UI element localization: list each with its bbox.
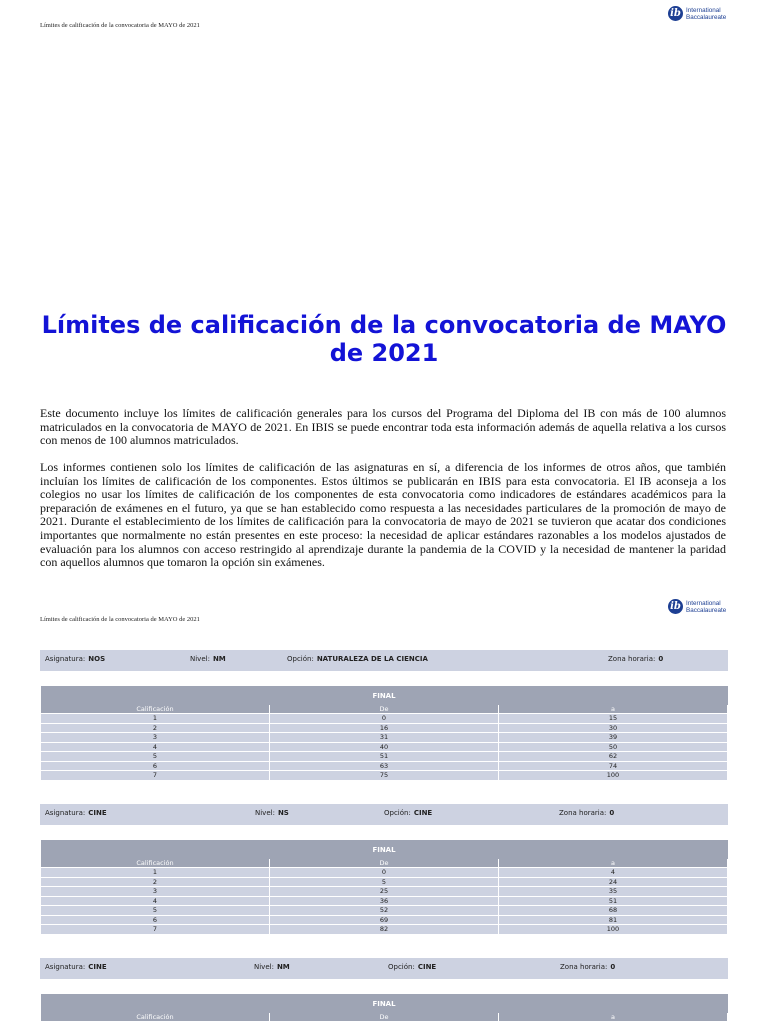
table-row <box>41 742 728 752</box>
option-value: CINE <box>413 809 433 817</box>
grade-cell: 5 <box>41 752 270 762</box>
from-cell: 16 <box>270 723 499 733</box>
from-cell: 25 <box>270 887 499 897</box>
from-column-header: De <box>270 1013 499 1022</box>
to-column-header: a <box>499 705 728 714</box>
final-header: FINAL <box>41 840 728 859</box>
ib-logo <box>668 6 726 21</box>
subject-value: CINE <box>88 963 107 971</box>
option-value: CINE <box>417 963 437 971</box>
to-column-header: a <box>499 1013 728 1022</box>
to-cell: 62 <box>499 752 728 762</box>
subject-info-bar <box>40 958 728 979</box>
grade-cell: 6 <box>41 915 270 925</box>
timezone-value: 0 <box>609 809 615 817</box>
grade-cell: 3 <box>41 887 270 897</box>
table-row <box>41 752 728 762</box>
grade-boundaries-table <box>40 840 728 935</box>
subject-value: NOS <box>88 655 106 663</box>
page-header-text: Límites de calificación de la convocatoria de MAYO de 2021 <box>40 616 200 623</box>
table-row <box>41 925 728 935</box>
timezone-label: Zona horaria: <box>608 655 656 663</box>
ib-logo-icon: ib <box>668 599 683 614</box>
from-cell: 82 <box>270 925 499 935</box>
logo-line-2: Baccalaureate <box>686 13 727 21</box>
intro-paragraph: Este documento incluye los límites de calificación generales para los cursos del Programa del Diploma del IB con más de 100 alumnos matriculados en la convocatoria de MAYO de 2021. En IBIS se puede encontrar toda esta información además de aquella relativa a los cursos con menos de 100 alumnos matriculados. <box>40 406 726 448</box>
grade-cell: 1 <box>41 868 270 878</box>
grade-cell: 6 <box>41 761 270 771</box>
logo-line-1: International <box>686 599 721 607</box>
logo-line-1: International <box>686 6 721 14</box>
table-row <box>41 887 728 897</box>
level-value: NM <box>276 963 290 971</box>
grade-cell: 7 <box>41 771 270 781</box>
grade-cell: 3 <box>41 733 270 743</box>
from-cell: 0 <box>270 868 499 878</box>
option-label: Opción: <box>287 655 314 663</box>
grade-cell: 2 <box>41 877 270 887</box>
from-column-header: De <box>270 859 499 868</box>
level-value: NM <box>212 655 226 663</box>
timezone-label: Zona horaria: <box>559 809 607 817</box>
table-row <box>41 906 728 916</box>
table-row <box>41 877 728 887</box>
final-header: FINAL <box>41 686 728 705</box>
from-cell: 0 <box>270 714 499 724</box>
subject-label: Asignatura: <box>45 809 86 817</box>
from-cell: 40 <box>270 742 499 752</box>
level-label: Nivel: <box>190 655 210 663</box>
option-label: Opción: <box>384 809 411 817</box>
table-row <box>41 868 728 878</box>
grade-cell: 4 <box>41 896 270 906</box>
grade-cell: 7 <box>41 925 270 935</box>
from-column-header: De <box>270 705 499 714</box>
grade-boundaries-table <box>40 686 728 781</box>
timezone-label: Zona horaria: <box>560 963 608 971</box>
subject-label: Asignatura: <box>45 963 86 971</box>
subject-info-bar <box>40 804 728 825</box>
logo-line-2: Baccalaureate <box>686 606 727 614</box>
page-title: Límites de calificación de la convocatoria de MAYO de 2021 <box>41 311 727 367</box>
to-cell: 4 <box>499 868 728 878</box>
to-cell: 81 <box>499 915 728 925</box>
table-row <box>41 915 728 925</box>
grade-cell: 2 <box>41 723 270 733</box>
grade-boundaries-table <box>40 994 728 1022</box>
to-cell: 39 <box>499 733 728 743</box>
from-cell: 63 <box>270 761 499 771</box>
from-cell: 31 <box>270 733 499 743</box>
table-row <box>41 896 728 906</box>
subject-value: CINE <box>88 809 107 817</box>
to-cell: 30 <box>499 723 728 733</box>
table-row <box>41 771 728 781</box>
grade-cell: 5 <box>41 906 270 916</box>
from-cell: 5 <box>270 877 499 887</box>
table-row <box>41 723 728 733</box>
to-cell: 51 <box>499 896 728 906</box>
to-cell: 74 <box>499 761 728 771</box>
from-cell: 69 <box>270 915 499 925</box>
to-cell: 24 <box>499 877 728 887</box>
to-column-header: a <box>499 859 728 868</box>
level-label: Nivel: <box>255 809 275 817</box>
from-cell: 51 <box>270 752 499 762</box>
from-cell: 52 <box>270 906 499 916</box>
grade-cell: 1 <box>41 714 270 724</box>
page-header-text: Límites de calificación de la convocatoria de MAYO de 2021 <box>40 22 200 29</box>
level-value: NS <box>277 809 289 817</box>
ib-logo-icon: ib <box>668 6 683 21</box>
timezone-value: 0 <box>610 963 616 971</box>
ib-logo <box>668 599 726 614</box>
to-cell: 50 <box>499 742 728 752</box>
from-cell: 75 <box>270 771 499 781</box>
table-row <box>41 761 728 771</box>
grade-column-header: Calificación <box>41 859 270 868</box>
level-label: Nivel: <box>254 963 274 971</box>
timezone-value: 0 <box>658 655 664 663</box>
table-row <box>41 714 728 724</box>
subject-info-bar <box>40 650 728 671</box>
option-value: NATURALEZA DE LA CIENCIA <box>316 655 428 663</box>
grade-column-header: Calificación <box>41 1013 270 1022</box>
option-label: Opción: <box>388 963 415 971</box>
to-cell: 68 <box>499 906 728 916</box>
from-cell: 36 <box>270 896 499 906</box>
grade-cell: 4 <box>41 742 270 752</box>
final-header: FINAL <box>41 994 728 1013</box>
table-row <box>41 733 728 743</box>
to-cell: 100 <box>499 925 728 935</box>
details-paragraph: Los informes contienen solo los límites de calificación de las asignaturas en sí, a diferencia de los informes de otros años, que también incluían los límites de calificación de los componentes. Estos últimos se publicarán en IBIS para esta convocatoria. El IB aconseja a los colegios no usar los límites de calificación de los componentes de esta convocatoria como indicadores de estándares académicos para la preparación de exámenes en el futuro, ya que se han establecido como respuesta a las necesidades particulares de la promoción de mayo de 2021. Durante el establecimiento de los límites de calificación para la convocatoria de mayo de 2021 se tuvieron que acatar dos condiciones importantes que normalmente no están presentes en este proceso: la necesidad de aplicar estándares razonables a los modelos ajustados de evaluación para los alumnos con acceso restringido al aprendizaje durante la pandemia de la COVID y la necesidad de mantener la paridad con aquellos alumnos que tomaron la opción sin exámenes. <box>40 460 726 570</box>
to-cell: 15 <box>499 714 728 724</box>
to-cell: 35 <box>499 887 728 897</box>
grade-column-header: Calificación <box>41 705 270 714</box>
to-cell: 100 <box>499 771 728 781</box>
subject-label: Asignatura: <box>45 655 86 663</box>
